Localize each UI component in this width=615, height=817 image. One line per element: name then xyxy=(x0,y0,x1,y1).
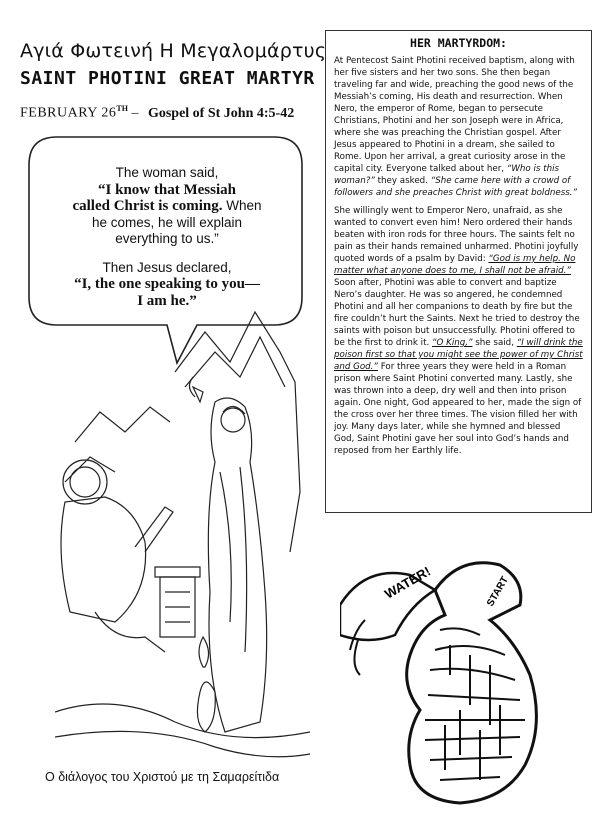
speech-line: he comes, he will explain xyxy=(91,214,243,230)
christ-and-samaritan-woman-illustration xyxy=(55,292,310,767)
paragraph-text: Soon after, Photini was able to convert and baptize Nero’s daughter. He was so angered, he condemned Photini and all her companions to death by fire but the fire couldn’t hurt the Saints. Next he tried to destroy the saints with poison but unsuccessfully. Photini offered to be the first to drink it. xyxy=(334,278,580,348)
speech-quote: “I, the one speaking to you— xyxy=(74,276,260,292)
quote: “God is my help. No matter what anyone does to me, I shall not be afraid.” xyxy=(334,254,576,276)
paragraph-text: she said, xyxy=(472,338,517,348)
start-label: START xyxy=(485,574,511,609)
speech-text xyxy=(42,165,292,309)
speech-line: When xyxy=(222,198,262,213)
quote: “I will drink the poison first so that you might see the power of my Christ and God.” xyxy=(334,338,583,372)
quote: “O King,” xyxy=(432,338,473,348)
paragraph-text: they asked. xyxy=(374,176,431,186)
date-suffix: TH xyxy=(116,104,128,113)
feast-date: FEBRUARY 26 xyxy=(20,105,117,121)
water-label: WATER! xyxy=(382,563,434,602)
feast-line xyxy=(20,104,294,122)
water-jar-maze xyxy=(340,525,560,810)
speech-quote: I am he.” xyxy=(137,292,197,309)
speech-quote: called Christ is coming. xyxy=(72,198,223,214)
english-title: SAINT PHOTINI GREAT MARTYR xyxy=(20,68,315,89)
gospel-reference: Gospel of St John 4:5-42 xyxy=(147,105,295,121)
speech-line: The woman said, xyxy=(115,165,219,180)
quote: “She came here with a crowd of followers and she preaches Christ with great boldness.” xyxy=(334,176,578,198)
paragraph-text: For three years they were held in a Roman prison where Saint Photini converted many. Lastly, she was thrown into a deep, dry well and then into prison again. One night, God appeared to her, made the sign of the cross over her three times. The vision filled her with joy. Many days later, while she hymned and blessed God, Saint Photini gave her soul into God’s hands and reposed from her Earthly life. xyxy=(334,362,582,456)
speech-quote: “I know that Messiah xyxy=(98,181,236,198)
illustration-caption: Ο διάλογος του Χριστού με τη Σαμαρείτιδα xyxy=(45,770,280,784)
greek-title: Αγιά Φωτεινή Η Μεγαλομάρτυς xyxy=(20,40,327,62)
speech-line: Then Jesus declared, xyxy=(102,259,232,275)
martyrdom-paragraph xyxy=(334,55,583,199)
paragraph-text: At Pentecost Saint Photini received baptism, along with her five sisters and her two sons. She then began traveling far and wide, preaching the good news of the Messiah’s coming, His death and resurrection. When Nero, the emperor of Rome, began to persecute Christians, Photini and her son Joseph were in Africa, where she was preaching the Christian gospel. After Jesus appeared to Photini in a dream, she sailed to Rome. Upon her arrival, a great curiosity arose in the capital city. Everyone talked about her, xyxy=(334,56,575,174)
speech-line: everything to us.” xyxy=(115,231,219,246)
martyrdom-title: HER MARTYRDOM: xyxy=(410,36,507,50)
paragraph-text: She willingly went to Emperor Nero, unafraid, as she wanted to convert even him! Nero ordered their hands beaten with iron rods for three hours. The saints felt no pain as their hands remained unharmed. Photini joyfully quoted words of a psalm by David: xyxy=(334,206,579,264)
dash: – xyxy=(131,105,139,121)
martyrdom-paragraph xyxy=(334,205,583,457)
martyrdom-box xyxy=(325,30,592,513)
quote: “Who is this woman?” xyxy=(334,164,560,186)
